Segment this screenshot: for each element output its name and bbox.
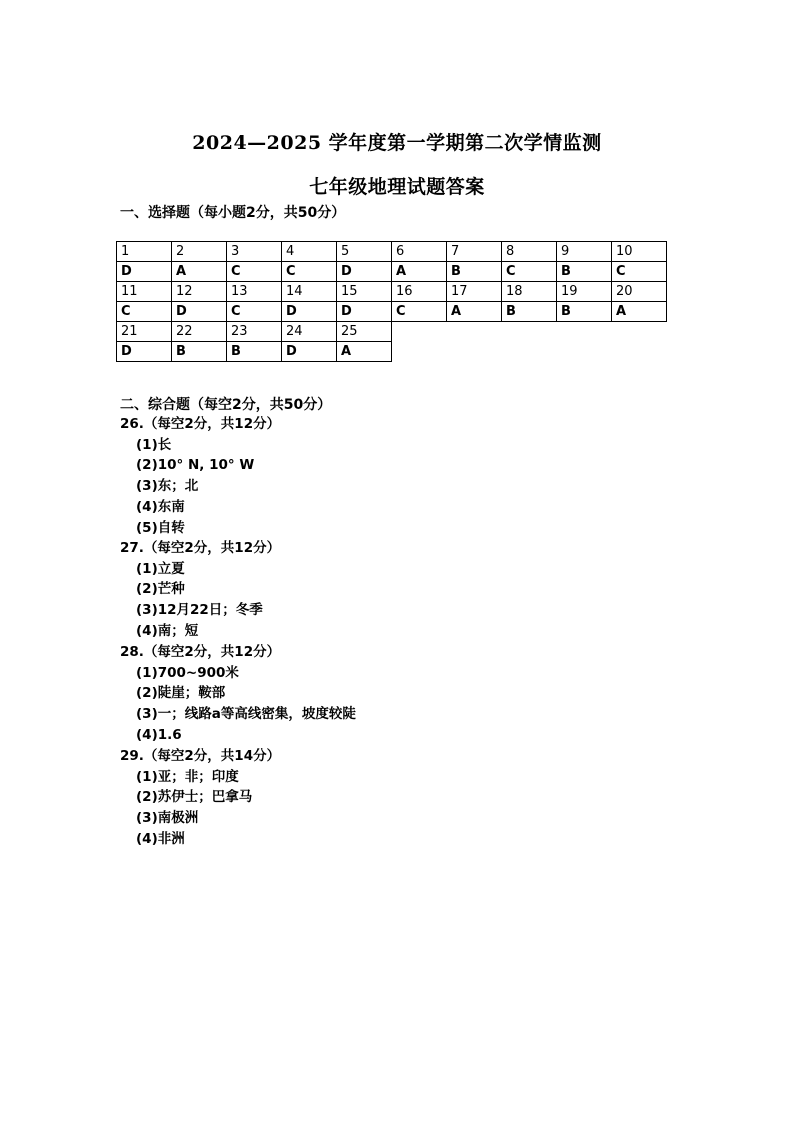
question-27-block bbox=[120, 538, 280, 642]
answer-item: (2)陡崖；鞍部 bbox=[136, 685, 226, 702]
question-number: 14 bbox=[282, 282, 337, 302]
question-number: 8 bbox=[502, 242, 557, 262]
answer-cell: A bbox=[392, 262, 447, 282]
answer-item: (3)12月22日；冬季 bbox=[136, 602, 263, 619]
answer-item: (2)芒种 bbox=[136, 581, 185, 598]
question-number: 13 bbox=[227, 282, 282, 302]
table-row-numbers bbox=[117, 242, 667, 262]
empty-cell bbox=[447, 342, 502, 362]
answer-item: (3)南极洲 bbox=[136, 810, 199, 827]
question-number: 25 bbox=[337, 322, 392, 342]
question-26-block bbox=[120, 414, 280, 538]
empty-cell bbox=[612, 342, 667, 362]
answer-cell: C bbox=[227, 262, 282, 282]
question-number: 22 bbox=[172, 322, 227, 342]
answer-cell: B bbox=[557, 262, 612, 282]
question-29-block bbox=[120, 746, 280, 850]
answer-item: (1)立夏 bbox=[136, 560, 185, 577]
question-number: 1 bbox=[117, 242, 172, 262]
table-row-answers bbox=[117, 262, 667, 282]
empty-cell bbox=[392, 342, 447, 362]
question-28-header: 28.（每空2分，共12分） bbox=[120, 644, 281, 660]
answer-cell: C bbox=[117, 302, 172, 322]
empty-cell bbox=[502, 322, 557, 342]
question-number: 18 bbox=[502, 282, 557, 302]
answer-cell: D bbox=[337, 302, 392, 322]
answer-item: (3)一；线路a等高线密集，坡度较陡 bbox=[136, 706, 356, 723]
question-number: 9 bbox=[557, 242, 612, 262]
table-row-numbers bbox=[117, 322, 667, 342]
answer-cell: D bbox=[337, 262, 392, 282]
answer-cell: D bbox=[172, 302, 227, 322]
answer-cell: C bbox=[227, 302, 282, 322]
answer-cell: B bbox=[447, 262, 502, 282]
question-number: 7 bbox=[447, 242, 502, 262]
answer-item: (2)10° N, 10° W bbox=[136, 457, 255, 474]
answer-cell: D bbox=[282, 302, 337, 322]
empty-cell bbox=[557, 342, 612, 362]
document-title: 2024—2025 学年度第一学期第二次学情监测 bbox=[192, 132, 602, 154]
answer-item: (3)东；北 bbox=[136, 478, 199, 495]
question-number: 2 bbox=[172, 242, 227, 262]
answer-item: (1)亚；非；印度 bbox=[136, 768, 239, 785]
question-number: 19 bbox=[557, 282, 612, 302]
answer-cell: D bbox=[282, 342, 337, 362]
question-number: 15 bbox=[337, 282, 392, 302]
question-29-header: 29.（每空2分，共14分） bbox=[120, 748, 281, 764]
question-number: 5 bbox=[337, 242, 392, 262]
question-number: 3 bbox=[227, 242, 282, 262]
answer-cell: B bbox=[172, 342, 227, 362]
answer-item: (1)长 bbox=[136, 436, 172, 453]
section-heading-comprehensive: 二、综合题（每空2分，共50分） bbox=[120, 397, 332, 413]
answer-item: (1)700~900米 bbox=[136, 664, 239, 681]
empty-cell bbox=[447, 322, 502, 342]
question-number: 17 bbox=[447, 282, 502, 302]
table-row-answers bbox=[117, 342, 667, 362]
question-number: 4 bbox=[282, 242, 337, 262]
answer-item: (2)苏伊士；巴拿马 bbox=[136, 789, 253, 806]
answer-cell: A bbox=[612, 302, 667, 322]
answer-item: (4)南；短 bbox=[136, 622, 199, 639]
answer-cell: C bbox=[502, 262, 557, 282]
answer-cell: A bbox=[447, 302, 502, 322]
answer-item: (4)东南 bbox=[136, 498, 185, 515]
answer-table bbox=[116, 241, 667, 362]
answer-item: (5)自转 bbox=[136, 519, 185, 536]
answer-cell: A bbox=[172, 262, 227, 282]
answer-cell: C bbox=[612, 262, 667, 282]
question-number: 6 bbox=[392, 242, 447, 262]
question-number: 21 bbox=[117, 322, 172, 342]
empty-cell bbox=[502, 342, 557, 362]
question-28-block bbox=[120, 642, 356, 746]
answer-cell: D bbox=[117, 262, 172, 282]
question-number: 16 bbox=[392, 282, 447, 302]
question-number: 12 bbox=[172, 282, 227, 302]
answer-cell: B bbox=[557, 302, 612, 322]
answer-cell: C bbox=[282, 262, 337, 282]
section-heading-choice: 一、选择题（每小题2分，共50分） bbox=[120, 205, 346, 221]
question-number: 23 bbox=[227, 322, 282, 342]
answer-cell: A bbox=[337, 342, 392, 362]
answer-cell: C bbox=[392, 302, 447, 322]
table-row-numbers bbox=[117, 282, 667, 302]
empty-cell bbox=[557, 322, 612, 342]
question-27-header: 27.（每空2分，共12分） bbox=[120, 540, 281, 556]
question-number: 24 bbox=[282, 322, 337, 342]
empty-cell bbox=[392, 322, 447, 342]
answer-item: (4)非洲 bbox=[136, 830, 185, 847]
empty-cell bbox=[612, 322, 667, 342]
answer-item: (4)1.6 bbox=[136, 726, 182, 743]
question-number: 10 bbox=[612, 242, 667, 262]
question-number: 20 bbox=[612, 282, 667, 302]
question-number: 11 bbox=[117, 282, 172, 302]
answer-cell: B bbox=[227, 342, 282, 362]
document-subtitle: 七年级地理试题答案 bbox=[309, 176, 485, 198]
answer-cell: B bbox=[502, 302, 557, 322]
table-row-answers bbox=[117, 302, 667, 322]
answer-cell: D bbox=[117, 342, 172, 362]
question-26-header: 26.（每空2分，共12分） bbox=[120, 416, 281, 432]
